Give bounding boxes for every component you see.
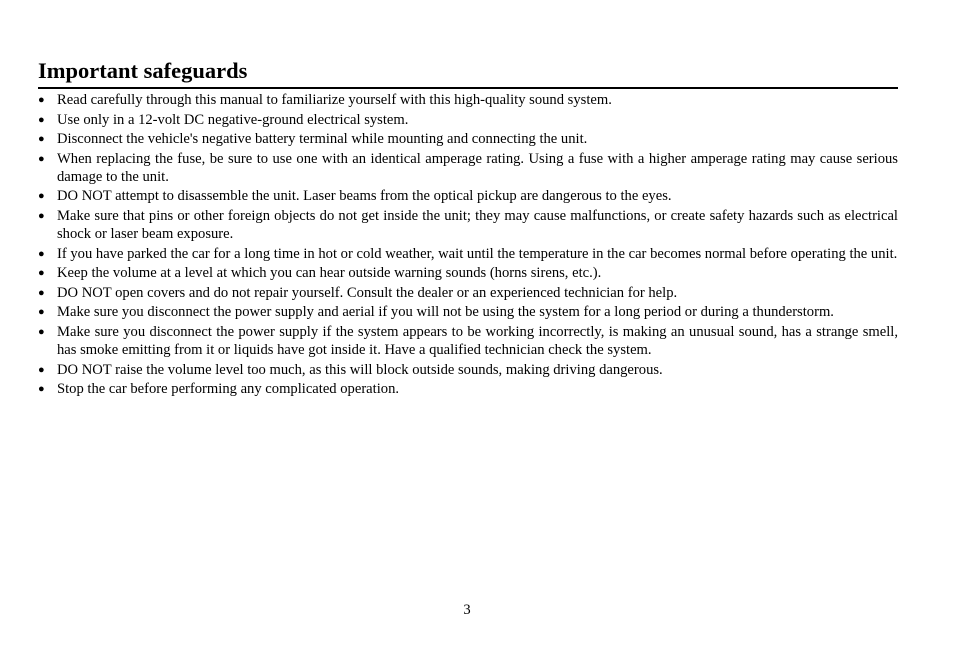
bullet-icon: ●	[38, 286, 45, 299]
list-item	[38, 361, 898, 379]
list-item-text: Stop the car before performing any complicated operation.	[57, 381, 400, 398]
list-item-text: DO NOT open covers and do not repair yourself. Consult the dealer or an experienced technician for help.	[57, 284, 678, 301]
page-title: Important safeguards	[38, 56, 898, 89]
bullet-icon: ●	[38, 306, 45, 319]
list-item-text: Keep the volume at a level at which you can hear outside warning sounds (horns sirens, etc.).	[57, 265, 602, 282]
list-item	[38, 91, 898, 109]
list-item	[38, 207, 898, 243]
bullet-icon: ●	[38, 133, 45, 146]
safeguards-list	[38, 91, 898, 398]
bullet-icon: ●	[38, 190, 45, 203]
list-item-text: Use only in a 12-volt DC negative-ground electrical system.	[57, 111, 409, 128]
bullet-icon: ●	[38, 383, 45, 396]
list-item-text: When replacing the fuse, be sure to use one with an identical amperage rating. Using a fuse with a higher amperage rating may cause serious damage to the unit.	[57, 150, 898, 185]
bullet-icon: ●	[38, 209, 45, 222]
list-item	[38, 323, 898, 359]
bullet-icon: ●	[38, 113, 45, 126]
list-item-text: If you have parked the car for a long time in hot or cold weather, wait until the temperature in the car becomes normal before operating the unit.	[57, 245, 898, 262]
list-item-text: Make sure you disconnect the power supply if the system appears to be working incorrectly, is making an unusual sound, has a strange smell, has smoke emitting from it or liquids have got inside it. Have a qualified technician check the system.	[57, 323, 898, 358]
list-item	[38, 245, 898, 263]
list-item	[38, 380, 898, 398]
bullet-icon: ●	[38, 363, 45, 376]
bullet-icon: ●	[38, 325, 45, 338]
list-item	[38, 130, 898, 148]
page-number: 3	[463, 602, 471, 618]
list-item	[38, 264, 898, 282]
list-item	[38, 303, 898, 321]
list-item-text: Make sure that pins or other foreign objects do not get inside the unit; they may cause malfunctions, or create safety hazards such as electrical shock or laser beam exposure.	[57, 207, 898, 242]
bullet-icon: ●	[38, 267, 45, 280]
bullet-icon: ●	[38, 94, 45, 106]
list-item	[38, 284, 898, 302]
bullet-icon: ●	[38, 152, 45, 165]
list-item-text: DO NOT raise the volume level too much, as this will block outside sounds, making driving dangerous.	[57, 361, 663, 378]
list-item	[38, 150, 898, 186]
list-item-text: Disconnect the vehicle's negative battery terminal while mounting and connecting the unit.	[57, 131, 588, 148]
list-item-text: DO NOT attempt to disassemble the unit. Laser beams from the optical pickup are dangerous to the eyes.	[57, 188, 672, 205]
list-item	[38, 187, 898, 205]
list-item-text: Make sure you disconnect the power supply and aerial if you will not be using the system for a long period or during a thunderstorm.	[57, 304, 834, 321]
list-item	[38, 111, 898, 129]
bullet-icon: ●	[38, 247, 45, 260]
list-item-text: Read carefully through this manual to familiarize yourself with this high-quality sound system.	[57, 92, 612, 108]
page-content	[38, 56, 898, 400]
